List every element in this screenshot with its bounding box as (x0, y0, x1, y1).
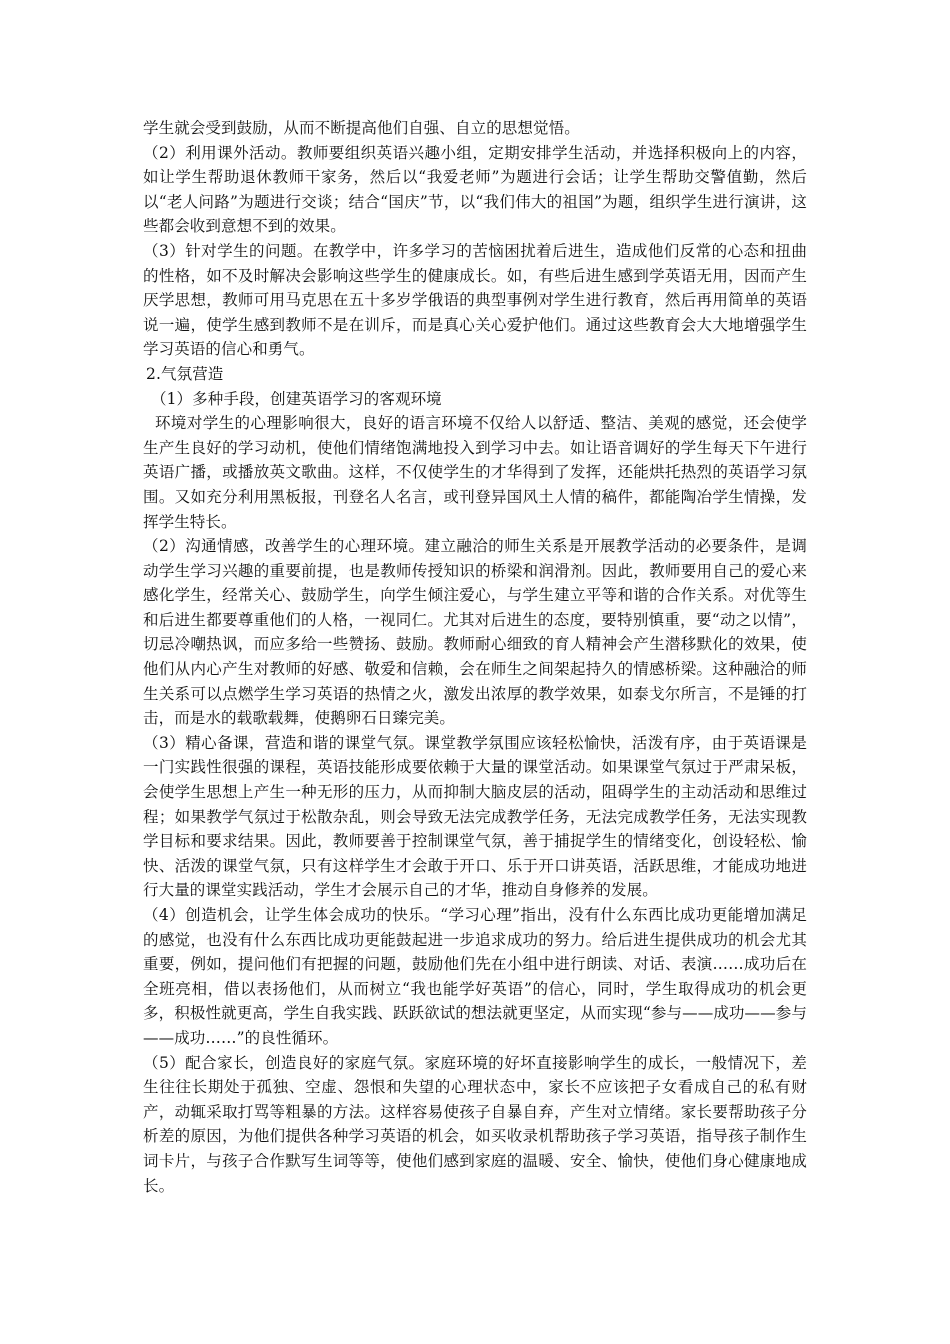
paragraph-emotional-communication: （2）沟通情感，改善学生的心理环境。建立融洽的师生关系是开展教学活动的必要条件，是调动学生学习兴趣的重要前提，也是教师传授知识的桥梁和润滑剂。因此，教师要用自己的爱心来感化学生，经常关心、鼓励学生，向学生倾注爱心，与学生建立平等和谐的合作关系。对优等生和后进生都要尊重他们的人格，一视同仁。尤其对后进生的态度，要特别慎重，要“动之以情”，切忌冷嘲热讽，而应多给一些赞扬、鼓励。教师耐心细致的育人精神会产生潜移默化的效果，使他们从内心产生对教师的好感、敬爱和信赖，会在师生之间架起持久的情感桥梁。这种融洽的师生关系可以点燃学生学习英语的热情之火，激发出浓厚的教学效果，如泰戈尔所言，不是锤的打击，而是水的载歌载舞，使鹅卵石日臻完美。 (143, 537, 807, 728)
paragraph-continuation: 学生就会受到鼓励，从而不断提高他们自强、自立的思想觉悟。 (143, 119, 580, 137)
subheading-learning-environment: （1）多种手段，创建英语学习的客观环境 (151, 389, 442, 408)
paragraph-environment: 环境对学生的心理影响很大，良好的语言环境不仅给人以舒适、整洁、美观的感觉，还会使学生产生良好的学习动机，使他们情绪饱满地投入到学习中去。如让语音调好的学生每天下午进行英语广播，或播放英文歌曲。这样，不仅使学生的才华得到了发挥，还能烘托热烈的英语学习氛围。又如充分利用黑板报，刊登名人名言，或刊登异国风土人情的稿件，都能陶冶学生情操，发挥学生特长。 (143, 414, 807, 531)
paragraph-success-opportunities: （4）创造机会，让学生体会成功的快乐。“学习心理”指出，没有什么东西比成功更能增加满足的感觉，也没有什么东西比成功更能鼓起进一步追求成功的努力。给后进生提供成功的机会尤其重要，例如，提问他们有把握的问题，鼓励他们先在小组中进行朗读、对话、表演……成功后在全班亮相，借以表扬他们，从而树立“我也能学好英语”的信心，同时，学生取得成功的机会更多，积极性就更高，学生自我实践、跃跃欲试的想法就更坚定，从而实现“参与——成功——参与——成功……”的良性循环。 (143, 906, 807, 1047)
document-page (143, 116, 807, 1198)
paragraph-family-cooperation: （5）配合家长，创造良好的家庭气氛。家庭环境的好坏直接影响学生的成长，一般情况下，差生往往长期处于孤独、空虚、怨恨和失望的心理状态中，家长不应该把子女看成自己的私有财产，动辄采取打骂等粗暴的方法。这样容易使孩子自暴自弃，产生对立情绪。家长要帮助孩子分析差的原因，为他们提供各种学习英语的机会，如买收录机帮助孩子学习英语，指导孩子制作生词卡片，与孩子合作默写生词等等，使他们感到家庭的温暖、安全、愉快，使他们身心健康地成长。 (143, 1053, 807, 1195)
section-heading-atmosphere: 2.气氛营造 (146, 364, 224, 383)
paragraph-classroom-atmosphere: （3）精心备课，营造和谐的课堂气氛。课堂教学氛围应该轻松愉快，活泼有序，由于英语课是一门实践性很强的课程，英语技能形成要依赖于大量的课堂活动。如果课堂气氛过于严肃呆板，会使学生思想上产生一种无形的压力，从而抑制大脑皮层的活动，阻碍学生的主动活动和思维过程；如果教学气氛过于松散杂乱，则会导致无法完成教学任务，无法完成教学任务，无法实现教学目标和要求结果。因此，教师要善于控制课堂气氛，善于捕捉学生的情绪变化，创设轻松、愉快、活泼的课堂气氛，只有这样学生才会敢于开口、乐于开口讲英语，活跃思维，才能成功地进行大量的课堂实践活动，学生才会展示自己的才华，推动自身修养的发展。 (143, 733, 807, 900)
paragraph-extracurricular-activities: （2）利用课外活动。教师要组织英语兴趣小组，定期安排学生活动，并选择积极向上的内容，如让学生帮助退休教师干家务，然后以“我爱老师”为题进行会话；让学生帮助交警值勤，然后以“老人问路”为题进行交谈；结合“国庆”节，以“我们伟大的祖国”为题，组织学生进行演讲，这些都会收到意想不到的效果。 (143, 143, 807, 236)
paragraph-student-problems: （3）针对学生的问题。在教学中，许多学习的苦恼困扰着后进生，造成他们反常的心态和扭曲的性格，如不及时解决会影响这些学生的健康成长。如，有些后进生感到学英语无用，因而产生厌学思想，教师可用马克思在五十多岁学俄语的典型事例对学生进行教育，然后再用简单的英语说一遍，使学生感到教师不是在训斥，而是真心关心爱护他们。通过这些教育会大大地增强学生学习英语的信心和勇气。 (143, 241, 807, 359)
